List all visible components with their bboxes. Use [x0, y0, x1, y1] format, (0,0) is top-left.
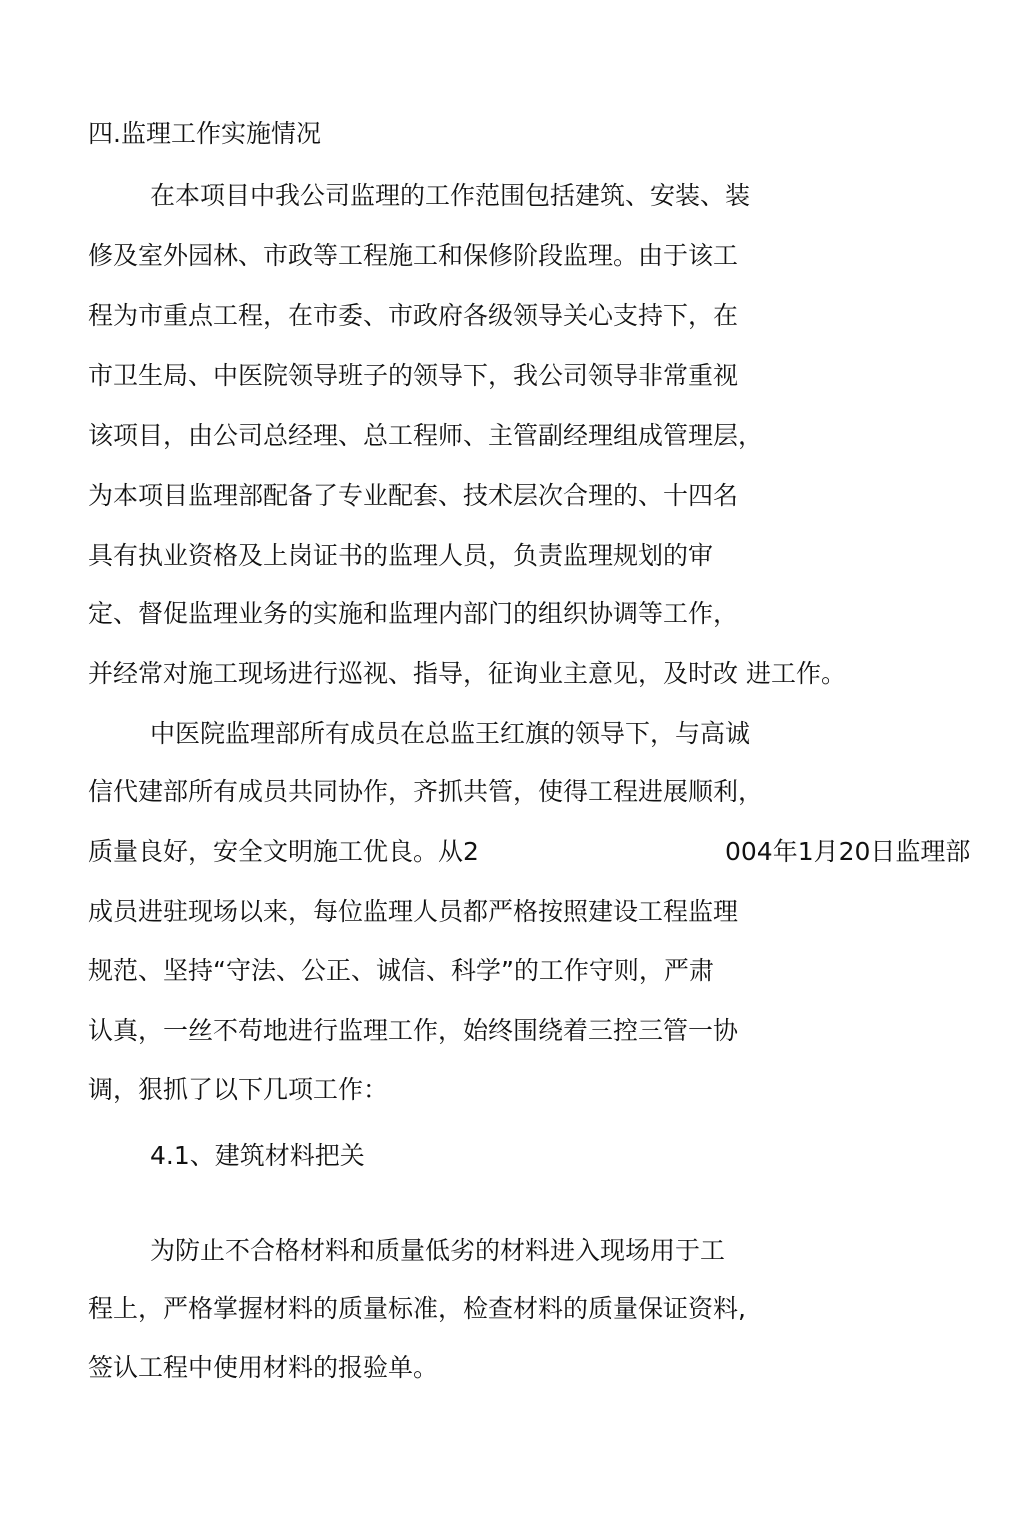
paragraph-line: 程上，严格掌握材料的质量标准，检查材料的质量保证资料, [88, 1294, 746, 1323]
paragraph-line: 程为市重点工程，在市委、市政府各级领导关心支持下，在 [88, 301, 739, 330]
paragraph-line: 该项目，由公司总经理、总工程师、主管副经理组成管理层， [88, 421, 764, 450]
subsection-heading: 4.1、建筑材料把关 [150, 1141, 365, 1170]
paragraph-line: 调，狠抓了以下几项工作： [88, 1075, 389, 1104]
paragraph-line: 定、督促监理业务的实施和监理内部门的组织协调等工作， [88, 599, 739, 628]
paragraph-line-left: 质量良好，安全文明施工优良。从2 [88, 837, 479, 866]
paragraph-line: 签认工程中使用材料的报验单。 [88, 1353, 439, 1382]
paragraph-line-right: 004年1月20日监理部 [725, 837, 971, 866]
paragraph-line: 修及室外园林、市政等工程施工和保修阶段监理。由于该工 [88, 241, 739, 270]
paragraph-line: 具有执业资格及上岗证书的监理人员，负责监理规划的审 [88, 541, 714, 570]
paragraph-line: 在本项目中我公司监理的工作范围包括建筑、安装、装 [150, 181, 751, 210]
paragraph-line: 并经常对施工现场进行巡视、指导，征询业主意见，及时改 进工作。 [88, 659, 846, 688]
paragraph-line: 市卫生局、中医院领导班子的领导下，我公司领导非常重视 [88, 361, 739, 390]
section-heading: 四.监理工作实施情况 [88, 119, 321, 148]
paragraph-line: 规范、坚持“守法、公正、诚信、科学”的工作守则，严肃 [88, 956, 714, 985]
paragraph-line: 中医院监理部所有成员在总监王红旗的领导下，与高诚 [150, 719, 751, 748]
paragraph-line: 认真，一丝不苟地进行监理工作，始终围绕着三控三管一协 [88, 1016, 739, 1045]
paragraph-line: 信代建部所有成员共同协作，齐抓共管，使得工程进展顺利， [88, 777, 764, 806]
paragraph-line: 为防止不合格材料和质量低劣的材料进入现场用于工 [150, 1236, 726, 1265]
paragraph-line: 为本项目监理部配备了专业配套、技术层次合理的、十四名 [88, 481, 739, 510]
paragraph-line: 成员进驻现场以来，每位监理人员都严格按照建设工程监理 [88, 897, 739, 926]
